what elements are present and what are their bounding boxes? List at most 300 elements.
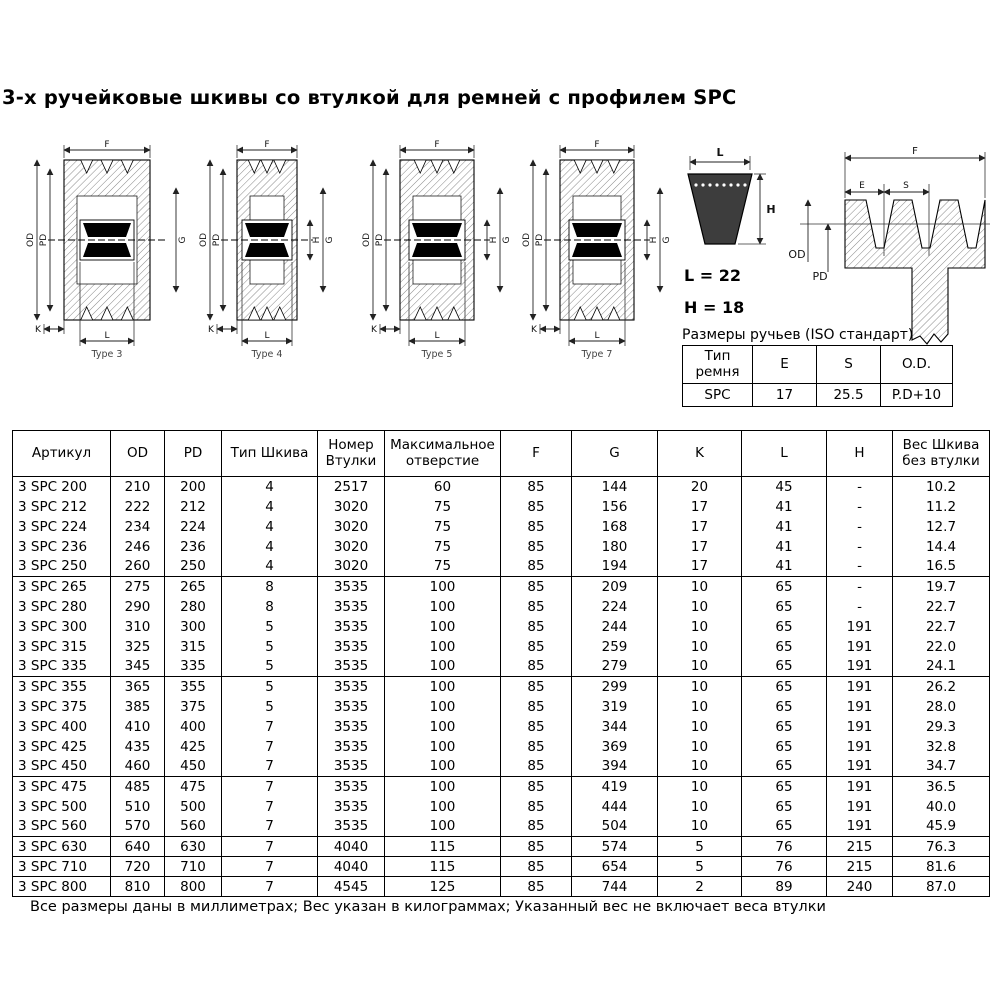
dim-label: F	[264, 140, 270, 150]
table-cell: 65	[742, 797, 827, 817]
table-cell: 191	[827, 797, 893, 817]
table-cell: 85	[501, 477, 572, 497]
table-cell: 85	[501, 877, 572, 897]
dim-label: OD	[26, 232, 36, 248]
table-cell: 315	[165, 637, 222, 657]
groove-col-od: O.D.	[881, 346, 953, 384]
table-cell: 65	[742, 617, 827, 637]
table-cell: 191	[827, 657, 893, 677]
table-cell: 41	[742, 537, 827, 557]
table-row	[13, 837, 990, 857]
table-cell: 3 SPC 236	[13, 537, 111, 557]
table-cell: 115	[385, 837, 501, 857]
table-cell: 10	[658, 777, 742, 797]
table-row	[13, 477, 990, 497]
dim-label: G	[178, 236, 188, 244]
belt-l-label: L	[716, 146, 724, 159]
pulley-drawing	[362, 140, 512, 360]
table-cell: 22.0	[893, 637, 990, 657]
table-cell: -	[827, 477, 893, 497]
table-cell: 3 SPC 425	[13, 737, 111, 757]
table-row	[13, 657, 990, 677]
main-table	[12, 430, 990, 897]
table-cell: 17	[658, 557, 742, 577]
table-cell: 45.9	[893, 817, 990, 837]
table-row	[13, 537, 990, 557]
table-cell: 8	[222, 577, 318, 597]
groove-s-label: S	[903, 181, 909, 191]
table-cell: -	[827, 557, 893, 577]
table-cell: 344	[572, 717, 658, 737]
col-weight: Вес Шкива без втулки	[893, 431, 990, 477]
table-row	[13, 557, 990, 577]
table-cell: 210	[111, 477, 165, 497]
table-cell: 194	[572, 557, 658, 577]
table-row	[13, 677, 990, 697]
dim-label: G	[662, 236, 672, 244]
table-cell: 3 SPC 355	[13, 677, 111, 697]
table-cell: 3535	[318, 597, 385, 617]
table-row	[13, 757, 990, 777]
table-cell: 640	[111, 837, 165, 857]
table-cell: 3535	[318, 817, 385, 837]
table-cell: 60	[385, 477, 501, 497]
table-cell: 5	[222, 697, 318, 717]
table-cell: 500	[165, 797, 222, 817]
table-cell: 244	[572, 617, 658, 637]
table-cell: 485	[111, 777, 165, 797]
dim-label: H	[489, 236, 499, 244]
table-cell: 3535	[318, 737, 385, 757]
dim-label: G	[502, 236, 512, 244]
table-cell: 8	[222, 597, 318, 617]
page-title: 3-х ручейковые шкивы со втулкой для ремней с профилем SPC	[2, 86, 737, 109]
table-cell: 65	[742, 777, 827, 797]
table-cell: 630	[165, 837, 222, 857]
table-cell: 369	[572, 737, 658, 757]
dim-label: F	[104, 140, 110, 150]
table-cell: 3 SPC 500	[13, 797, 111, 817]
table-cell: 335	[165, 657, 222, 677]
col-pd: PD	[165, 431, 222, 477]
table-cell: 156	[572, 497, 658, 517]
table-cell: 191	[827, 757, 893, 777]
table-cell: 100	[385, 777, 501, 797]
dim-label: K	[35, 325, 41, 335]
belt-h-label: H	[766, 203, 776, 216]
col-h: H	[827, 431, 893, 477]
table-cell: 209	[572, 577, 658, 597]
col-pulley-type: Тип Шкива	[222, 431, 318, 477]
table-cell: 3535	[318, 797, 385, 817]
table-cell: 16.5	[893, 557, 990, 577]
table-row	[13, 877, 990, 897]
table-cell: 100	[385, 597, 501, 617]
table-cell: 100	[385, 717, 501, 737]
table-cell: -	[827, 517, 893, 537]
table-cell: 34.7	[893, 757, 990, 777]
table-cell: 3 SPC 265	[13, 577, 111, 597]
belt-height-value: H = 18	[684, 298, 745, 317]
groove-table-title: Размеры ручьев (ISO стандарт)	[682, 327, 914, 343]
table-cell: 65	[742, 817, 827, 837]
table-cell: 100	[385, 737, 501, 757]
dim-label: K	[208, 325, 214, 335]
table-cell: 85	[501, 737, 572, 757]
groove-cell-s: 25.5	[817, 384, 881, 407]
table-cell: 280	[165, 597, 222, 617]
table-cell: 4545	[318, 877, 385, 897]
table-cell: 28.0	[893, 697, 990, 717]
col-max-bore: Максимальное отверстие	[385, 431, 501, 477]
table-cell: 3 SPC 630	[13, 837, 111, 857]
table-cell: 10.2	[893, 477, 990, 497]
table-row	[13, 617, 990, 637]
table-cell: 85	[501, 857, 572, 877]
table-cell: 7	[222, 757, 318, 777]
main-table-body	[13, 477, 990, 897]
table-cell: 81.6	[893, 857, 990, 877]
col-od: OD	[111, 431, 165, 477]
table-cell: 4	[222, 537, 318, 557]
table-cell: 100	[385, 617, 501, 637]
col-f: F	[501, 431, 572, 477]
table-cell: 17	[658, 537, 742, 557]
table-cell: 375	[165, 697, 222, 717]
dim-label: H	[649, 236, 659, 244]
table-cell: 12.7	[893, 517, 990, 537]
table-cell: 275	[111, 577, 165, 597]
table-cell: 3535	[318, 637, 385, 657]
table-cell: 20	[658, 477, 742, 497]
groove-cell-od: P.D+10	[881, 384, 953, 407]
dim-label: PD	[375, 233, 385, 247]
main-header-row	[13, 431, 990, 477]
table-cell: 22.7	[893, 617, 990, 637]
table-cell: 100	[385, 657, 501, 677]
table-cell: 279	[572, 657, 658, 677]
table-cell: 75	[385, 517, 501, 537]
table-cell: 7	[222, 737, 318, 757]
table-cell: 22.7	[893, 597, 990, 617]
table-cell: 3 SPC 450	[13, 757, 111, 777]
table-cell: 10	[658, 817, 742, 837]
dim-label: H	[312, 236, 322, 244]
table-cell: 41	[742, 517, 827, 537]
table-cell: 75	[385, 497, 501, 517]
table-cell: 191	[827, 717, 893, 737]
belt-profile-drawing	[688, 146, 776, 244]
table-cell: 19.7	[893, 577, 990, 597]
pulley-drawing	[26, 140, 188, 360]
groove-f-label: F	[912, 146, 918, 157]
table-cell: 36.5	[893, 777, 990, 797]
table-cell: 3535	[318, 717, 385, 737]
table-cell: 3 SPC 250	[13, 557, 111, 577]
dim-label: F	[434, 140, 440, 150]
table-row	[13, 817, 990, 837]
table-cell: 191	[827, 637, 893, 657]
table-cell: 65	[742, 597, 827, 617]
groove-col-e: E	[753, 346, 817, 384]
table-cell: 200	[165, 477, 222, 497]
table-cell: 85	[501, 677, 572, 697]
table-cell: 65	[742, 637, 827, 657]
dim-label: OD	[522, 232, 532, 248]
table-cell: 17	[658, 517, 742, 537]
table-cell: 29.3	[893, 717, 990, 737]
table-cell: 319	[572, 697, 658, 717]
table-cell: 14.4	[893, 537, 990, 557]
table-cell: 212	[165, 497, 222, 517]
groove-e-label: E	[859, 181, 865, 191]
table-cell: 10	[658, 637, 742, 657]
table-cell: 299	[572, 677, 658, 697]
table-cell: 85	[501, 797, 572, 817]
table-cell: 89	[742, 877, 827, 897]
table-cell: 11.2	[893, 497, 990, 517]
table-cell: 3535	[318, 577, 385, 597]
table-cell: 10	[658, 617, 742, 637]
pulley-drawing	[199, 140, 335, 360]
table-cell: 10	[658, 757, 742, 777]
table-cell: 191	[827, 697, 893, 717]
table-cell: 450	[165, 757, 222, 777]
table-row	[13, 517, 990, 537]
table-cell: 7	[222, 877, 318, 897]
table-cell: 85	[501, 657, 572, 677]
table-row	[13, 637, 990, 657]
table-cell: 3 SPC 224	[13, 517, 111, 537]
table-cell: 191	[827, 737, 893, 757]
table-cell: 300	[165, 617, 222, 637]
table-cell: 10	[658, 677, 742, 697]
dim-label: L	[264, 331, 270, 341]
table-row	[13, 577, 990, 597]
table-cell: 100	[385, 577, 501, 597]
table-cell: 570	[111, 817, 165, 837]
table-cell: 3535	[318, 657, 385, 677]
table-cell: 3535	[318, 757, 385, 777]
table-cell: 100	[385, 697, 501, 717]
table-row	[13, 857, 990, 877]
table-row	[13, 797, 990, 817]
table-cell: 10	[658, 717, 742, 737]
dim-label: G	[325, 236, 335, 244]
table-cell: 720	[111, 857, 165, 877]
table-cell: 65	[742, 677, 827, 697]
table-cell: 7	[222, 837, 318, 857]
table-cell: -	[827, 497, 893, 517]
table-cell: 4	[222, 557, 318, 577]
table-cell: 3 SPC 315	[13, 637, 111, 657]
col-article: Артикул	[13, 431, 111, 477]
table-cell: 100	[385, 757, 501, 777]
table-cell: 3 SPC 300	[13, 617, 111, 637]
table-cell: 240	[827, 877, 893, 897]
table-cell: 75	[385, 537, 501, 557]
table-cell: 85	[501, 537, 572, 557]
table-cell: 100	[385, 677, 501, 697]
table-cell: 85	[501, 497, 572, 517]
table-cell: 76	[742, 837, 827, 857]
table-cell: 325	[111, 637, 165, 657]
dim-label: PD	[212, 233, 222, 247]
table-cell: 10	[658, 737, 742, 757]
dim-label: PD	[39, 233, 49, 247]
table-cell: 654	[572, 857, 658, 877]
table-cell: 3020	[318, 537, 385, 557]
groove-col-belt-type: Тип ремня	[683, 346, 753, 384]
table-cell: 85	[501, 777, 572, 797]
table-cell: 24.1	[893, 657, 990, 677]
table-cell: 246	[111, 537, 165, 557]
table-cell: 85	[501, 717, 572, 737]
table-cell: 224	[572, 597, 658, 617]
table-cell: 85	[501, 517, 572, 537]
table-cell: 100	[385, 817, 501, 837]
table-cell: 290	[111, 597, 165, 617]
table-row	[13, 497, 990, 517]
groove-od-label: OD	[788, 248, 806, 261]
table-cell: 3535	[318, 617, 385, 637]
pulley-type-label: Type 4	[251, 349, 283, 360]
table-cell: 85	[501, 757, 572, 777]
pulley-type-label: Type 7	[581, 349, 613, 360]
dim-label: K	[371, 325, 377, 335]
table-cell: 3 SPC 212	[13, 497, 111, 517]
table-cell: 504	[572, 817, 658, 837]
table-cell: 26.2	[893, 677, 990, 697]
col-k: K	[658, 431, 742, 477]
table-cell: 87.0	[893, 877, 990, 897]
table-cell: 3 SPC 375	[13, 697, 111, 717]
col-bushing-number: Номер Втулки	[318, 431, 385, 477]
table-cell: 435	[111, 737, 165, 757]
table-cell: 3535	[318, 777, 385, 797]
table-cell: 65	[742, 697, 827, 717]
table-cell: 800	[165, 877, 222, 897]
belt-length-value: L = 22	[684, 266, 742, 285]
groove-cell-e: 17	[753, 384, 817, 407]
table-cell: 425	[165, 737, 222, 757]
table-cell: 17	[658, 497, 742, 517]
table-cell: 7	[222, 797, 318, 817]
table-cell: 191	[827, 777, 893, 797]
table-cell: 191	[827, 617, 893, 637]
table-cell: 3 SPC 400	[13, 717, 111, 737]
table-cell: 85	[501, 697, 572, 717]
table-cell: 265	[165, 577, 222, 597]
table-cell: 7	[222, 857, 318, 877]
table-cell: 85	[501, 597, 572, 617]
table-cell: 4	[222, 517, 318, 537]
groove-profile-drawing	[788, 146, 990, 344]
groove-pd-label: PD	[812, 270, 828, 283]
table-cell: -	[827, 537, 893, 557]
table-cell: 3 SPC 335	[13, 657, 111, 677]
table-cell: 510	[111, 797, 165, 817]
table-cell: 3 SPC 200	[13, 477, 111, 497]
table-cell: 100	[385, 637, 501, 657]
table-cell: 10	[658, 597, 742, 617]
table-cell: 419	[572, 777, 658, 797]
table-cell: 10	[658, 657, 742, 677]
dim-label: F	[594, 140, 600, 150]
table-cell: 385	[111, 697, 165, 717]
table-cell: 41	[742, 557, 827, 577]
table-cell: 10	[658, 697, 742, 717]
table-cell: 4	[222, 497, 318, 517]
table-cell: 65	[742, 757, 827, 777]
table-cell: 5	[222, 657, 318, 677]
groove-col-s: S	[817, 346, 881, 384]
dim-label: L	[594, 331, 600, 341]
table-cell: 191	[827, 817, 893, 837]
table-cell: 65	[742, 737, 827, 757]
table-cell: 574	[572, 837, 658, 857]
table-cell: 3 SPC 280	[13, 597, 111, 617]
table-cell: 4	[222, 477, 318, 497]
dim-label: K	[531, 325, 537, 335]
table-cell: 3 SPC 710	[13, 857, 111, 877]
table-cell: 744	[572, 877, 658, 897]
table-row	[13, 697, 990, 717]
table-row	[13, 717, 990, 737]
groove-profile-shape	[845, 200, 985, 344]
table-cell: 5	[658, 837, 742, 857]
groove-cell-type: SPC	[683, 384, 753, 407]
col-l: L	[742, 431, 827, 477]
table-cell: 65	[742, 717, 827, 737]
pulley-type-label: Type 3	[91, 349, 123, 360]
groove-header-row	[683, 346, 953, 384]
table-cell: 180	[572, 537, 658, 557]
table-cell: 168	[572, 517, 658, 537]
table-cell: 710	[165, 857, 222, 877]
table-cell: 115	[385, 857, 501, 877]
table-cell: 365	[111, 677, 165, 697]
table-cell: 3 SPC 560	[13, 817, 111, 837]
table-cell: 224	[165, 517, 222, 537]
table-cell: 475	[165, 777, 222, 797]
table-cell: 41	[742, 497, 827, 517]
table-cell: 215	[827, 837, 893, 857]
table-cell: 76.3	[893, 837, 990, 857]
table-cell: 85	[501, 817, 572, 837]
table-cell: 460	[111, 757, 165, 777]
table-cell: 85	[501, 577, 572, 597]
table-row	[13, 777, 990, 797]
table-cell: 85	[501, 617, 572, 637]
table-cell: 144	[572, 477, 658, 497]
table-cell: 191	[827, 677, 893, 697]
dim-label: L	[104, 331, 110, 341]
table-cell: 355	[165, 677, 222, 697]
table-cell: 7	[222, 717, 318, 737]
table-cell: 410	[111, 717, 165, 737]
dim-label: OD	[199, 232, 209, 248]
table-cell: 65	[742, 577, 827, 597]
table-cell: -	[827, 597, 893, 617]
table-cell: 10	[658, 797, 742, 817]
table-row	[13, 597, 990, 617]
table-cell: 125	[385, 877, 501, 897]
table-cell: 45	[742, 477, 827, 497]
groove-data-row	[683, 384, 953, 407]
table-cell: 40.0	[893, 797, 990, 817]
table-cell: 85	[501, 557, 572, 577]
